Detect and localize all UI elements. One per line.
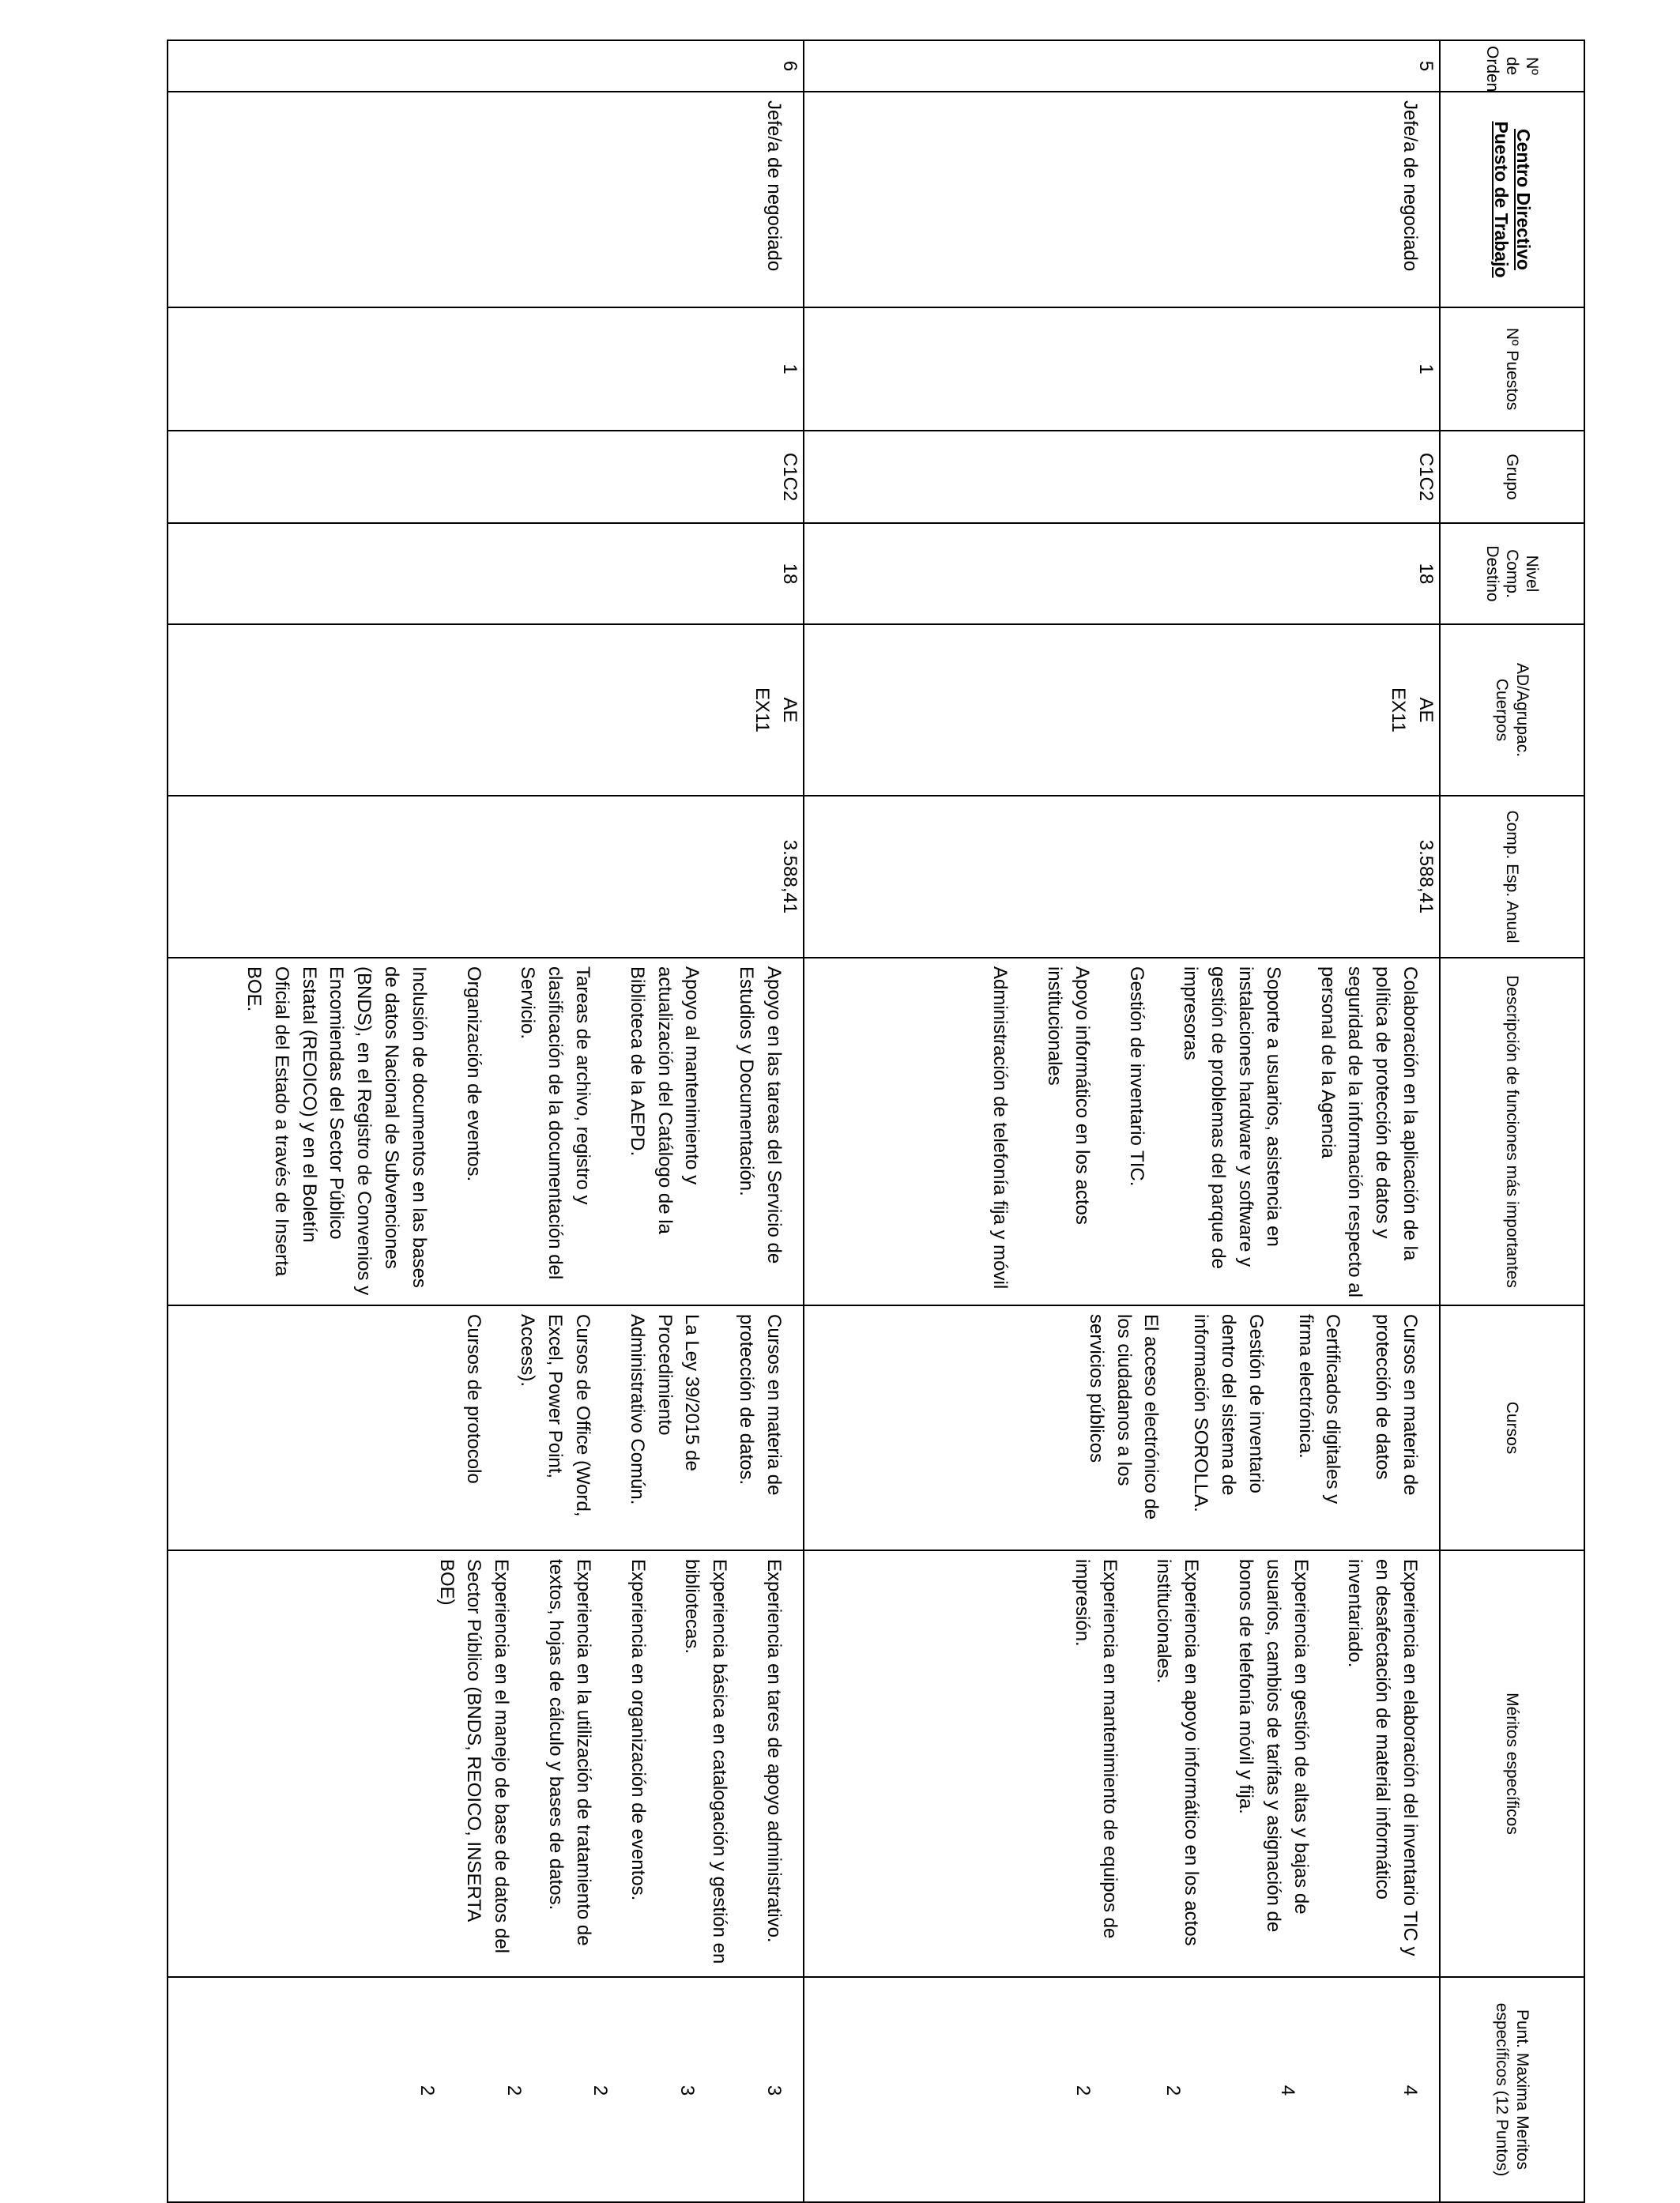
row-ad-line1: AE <box>779 697 800 723</box>
curso-item: Cursos en materia de protección de datos. <box>736 1314 785 1496</box>
curso-item: El acceso electrónico de los ciudadanos a los servicios públicos <box>1085 1314 1162 1520</box>
job-positions-table <box>167 40 1585 2203</box>
header-row <box>1440 40 1584 2202</box>
table-row <box>168 40 804 2202</box>
row-funciones <box>985 958 1439 1305</box>
funcion-item: Apoyo informático en los actos institucionales <box>1044 966 1093 1225</box>
header-funciones: Descripción de funciones más importantes <box>1440 958 1584 1305</box>
punto-item: 2 <box>1162 2084 1185 2096</box>
merito-item: Experiencia en gestión de altas y bajas de usuarios, cambios de tarifas y asignación de bonos de telefonía móvil y fija. <box>1235 1559 1312 1933</box>
row-puesto: Jefe/a de negociado <box>763 100 785 272</box>
curso-item: Certificados digitales y firma electrónica. <box>1294 1314 1344 1504</box>
header-grupo: Grupo <box>1440 431 1584 523</box>
row-ad-line2: EX11 <box>1388 687 1410 732</box>
punto-item: 2 <box>503 2084 525 2096</box>
row-grupo: C1C2 <box>804 431 1440 523</box>
header-puestos: Nº Puestos <box>1440 307 1584 431</box>
punto-item: 3 <box>763 2084 785 2096</box>
row-puestos: 1 <box>804 307 1440 431</box>
row-orden: 5 <box>804 40 1440 92</box>
merito-item: Experiencia en la utilización de tratamiento de textos, hojas de cálculo y bases de datos. <box>545 1559 594 1946</box>
row-ad-line2: EX11 <box>751 687 774 732</box>
row-comp: 3.588,41 <box>804 796 1440 958</box>
funcion-item: Soporte a usuarios, asistencia en instalaciones hardware y software y gestión de problemas del parque de impresoras <box>1180 966 1284 1269</box>
punto-item: 2 <box>590 2084 612 2096</box>
row-funciones <box>239 958 803 1305</box>
row-meritos <box>432 1551 803 1976</box>
merito-item: Experiencia en mantenimiento de equipos de impresión. <box>1071 1559 1121 1939</box>
merito-item: Experiencia en tares de apoyo administrativo. <box>763 1559 785 1943</box>
merito-item: Experiencia en organización de eventos. <box>627 1559 649 1901</box>
merito-item: Experiencia básica en catalogación y gestión en bibliotecas. <box>681 1559 731 1964</box>
row-puntos <box>412 1978 803 2201</box>
curso-item: La Ley 39/2015 de Procedimiento Administrativo Común. <box>626 1314 703 1505</box>
row-orden: 6 <box>168 40 804 92</box>
header-cursos: Cursos <box>1440 1305 1584 1550</box>
curso-item: Cursos de Office (Word, Excel, Power Point, Access). <box>517 1314 594 1517</box>
row-nivel: 18 <box>168 523 804 624</box>
header-centro: Centro Directivo <box>1513 129 1535 270</box>
header-centro-puesto <box>1440 92 1584 307</box>
row-cursos <box>459 1306 803 1550</box>
header-punt: Punt. Maxima Meritos específicos (12 Puntos) <box>1440 1977 1584 2202</box>
row-meritos <box>1068 1551 1439 1976</box>
merito-item: Experiencia en el manejo de base de datos del Sector Público (BNDS, REOICO, INSERTA BOE) <box>435 1559 513 1954</box>
funcion-item: Gestión de inventario TIC. <box>1125 966 1147 1187</box>
curso-item: Gestión de inventario dentro del sistema de información SOROLLA. <box>1190 1314 1267 1512</box>
row-puntos <box>1068 1978 1439 2201</box>
funcion-item: Tareas de archivo, registro y clasificación de la documentación del Servicio. <box>517 966 594 1280</box>
funcion-item: Organización de eventos. <box>462 966 484 1182</box>
row-puesto: Jefe/a de negociado <box>1399 100 1421 272</box>
row-grupo: C1C2 <box>168 431 804 523</box>
row-nivel: 18 <box>804 523 1440 624</box>
punto-item: 4 <box>1399 2084 1421 2096</box>
funcion-item: Apoyo en las tareas del Servicio de Estudios y Documentación. <box>736 966 785 1264</box>
funcion-item: Inclusión de documentos en las bases de datos Nacional de Subvenciones (BNDS), en el Registro de Convenios y Encomiendas del Sector Público Estatal (REOICO) y en el Boletín Oficial del Estado a través de Inserta BOE. <box>243 966 430 1296</box>
row-ad-line1: AE <box>1415 697 1437 723</box>
funcion-item: Administración de telefonía fija y móvil <box>989 966 1011 1290</box>
punto-item: 3 <box>676 2084 699 2096</box>
funcion-item: Apoyo al mantenimiento y actualización del Catálogo de la Biblioteca de la AEPD. <box>626 966 703 1234</box>
row-comp: 3.588,41 <box>168 796 804 958</box>
row-cursos <box>1082 1306 1439 1550</box>
table-row <box>804 40 1440 2202</box>
header-ad: AD/Agrupac. Cuerpos <box>1440 624 1584 796</box>
row-ad <box>804 624 1440 796</box>
header-orden: Nº de Orden <box>1440 40 1584 92</box>
row-ad <box>168 624 804 796</box>
header-puesto: Puesto de Trabajo <box>1491 121 1512 278</box>
row-puestos: 1 <box>168 307 804 431</box>
merito-item: Experiencia en elaboración del inventario TIC y en desafectación de material informático inventariado. <box>1344 1559 1421 1956</box>
header-comp: Comp. Esp. Anual <box>1440 796 1584 958</box>
punto-item: 4 <box>1277 2084 1299 2096</box>
curso-item: Cursos de protocolo <box>462 1314 484 1484</box>
punto-item: 2 <box>1072 2084 1094 2096</box>
header-meritos: Méritos específicos <box>1440 1550 1584 1977</box>
merito-item: Experiencia en apoyo informático en los actos institucionales. <box>1153 1559 1203 1946</box>
punto-item: 2 <box>416 2084 438 2096</box>
funcion-item: Colaboración en la aplicación de la política de protección de datos y seguridad de la información respecto al personal de la Agencia <box>1317 966 1421 1297</box>
curso-item: Cursos en materia de protección de datos <box>1372 1314 1421 1496</box>
header-nivel: Nivel Comp. Destino <box>1440 523 1584 624</box>
